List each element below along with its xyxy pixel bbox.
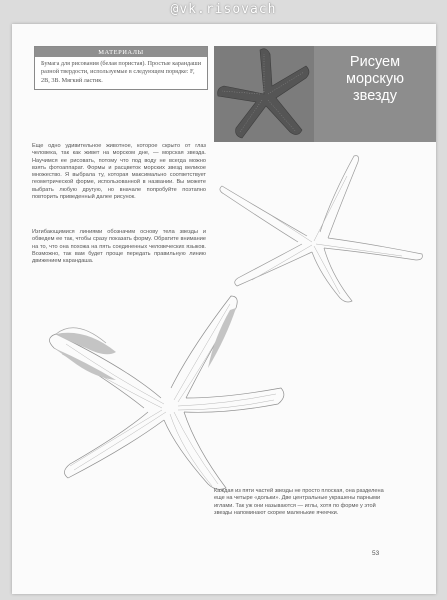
materials-title: МАТЕРИАЛЫ <box>35 47 207 57</box>
page-title <box>314 54 436 105</box>
title-line-3: звезду <box>353 88 397 104</box>
page-number: 53 <box>372 550 380 557</box>
starfish-outline-sketch <box>212 146 432 306</box>
watermark-text: @vk.risovach <box>170 2 277 17</box>
figure-caption: Каждая из пяти частей звезды не просто плоская, она разделена еще на четыре «дольки». Две центральные украшены парными иглами. Так уж они называются — иглы, хотя по форме у этой звезды напоминают скорее маленькие ячеечки. <box>214 488 384 517</box>
starfish-detailed-sketch <box>26 288 296 498</box>
starfish-photo <box>214 46 314 142</box>
title-header <box>214 46 436 142</box>
materials-text: Бумага для рисования (белая пористая). Простые карандаши разной твердости, используемые в следующем порядке: F, 2B, 3B. Мягкий ластик. <box>41 60 202 84</box>
title-line-1: Рисуем <box>349 54 401 70</box>
step-paragraph: Изгибающимися линиями обозначим основу тела звезды и обведем ее так, чтобы сразу показать форму. Обратите внимание на то, что она похожа на пять соединенных человеческих языков. Возможно, так вам будет проще передать правильную линию движением карандаша. <box>32 229 206 265</box>
materials-box <box>34 46 208 90</box>
intro-paragraph: Еще одно удивительное животное, которое скрыто от глаз человека, так как живет на морском дне, — морская звезда. Научимся ее рисовать, потому что под воду не всегда можно взять фотоаппарат. Формы и расцветок морских звезд великое множество. Я выбрала ту, которая максимально соответствует геометрической форме, использованной в названии. Вы можете выбрать любую другую, но вначале попробуйте поэтапно повторить приведенный далее рисунок. <box>32 143 206 201</box>
book-page <box>12 24 436 594</box>
title-line-2: морскую <box>346 71 404 87</box>
